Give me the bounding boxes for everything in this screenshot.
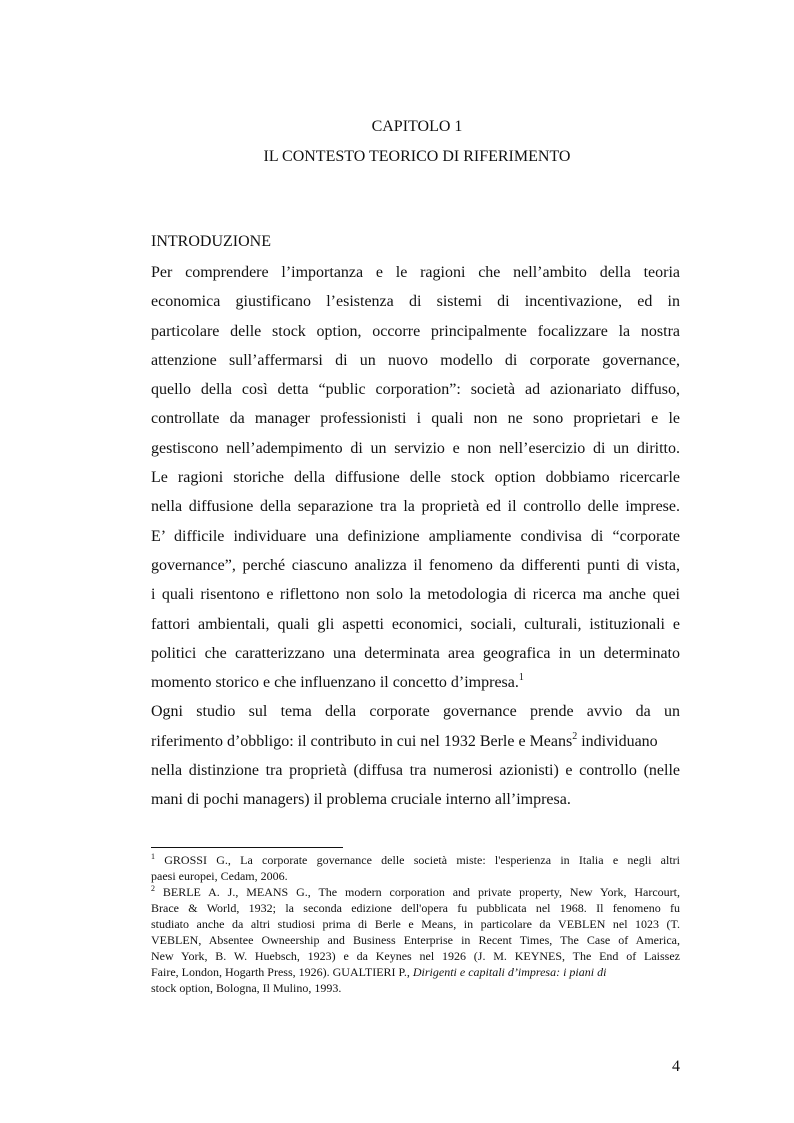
footnote-marker-2: 2 — [151, 884, 155, 893]
body-line: i quali risentono e riflettono non solo la metodologia di ricerca ma anche quei — [151, 586, 680, 604]
section-heading: INTRODUZIONE — [151, 233, 271, 250]
body-line: attenzione sull’affermarsi di un nuovo modello di corporate governance, — [151, 351, 680, 369]
chapter-title: IL CONTESTO TEORICO DI RIFERIMENTO — [263, 148, 571, 165]
chapter-number: CAPITOLO 1 — [371, 118, 463, 135]
footnote-reference-2[interactable]: 2 — [572, 730, 578, 742]
body-line: politici che caratterizzano una determinata area geografica in un determinato — [151, 644, 680, 662]
footnote-line: New York, B. W. Huebsch, 1923) e da Keynes nel 1926 (J. M. KEYNES, The End of Laissez — [151, 949, 680, 963]
body-text — [151, 258, 680, 815]
footnotes — [151, 852, 680, 996]
body-line: gestiscono nell’adempimento di un servizio e non nell’esercizio di un diritto. — [151, 439, 680, 457]
body-line: Le ragioni storiche della diffusione delle stock option dobbiamo ricercarle — [151, 469, 680, 487]
body-line: quello della così detta “public corporation”: società ad azionariato diffuso, — [151, 381, 680, 399]
body-line: Per comprendere l’importanza e le ragioni che nell’ambito della teoria — [151, 264, 680, 281]
footnote-line: VEBLEN, Absentee Owneership and Business Enterprise in Recent Times, The Case of America, — [151, 933, 680, 947]
body-line: economica giustificano l’esistenza di sistemi di incentivazione, ed in — [151, 293, 680, 311]
body-line — [151, 727, 680, 756]
body-line: particolare delle stock option, occorre principalmente focalizzare la nostra — [151, 322, 680, 340]
footnote-text: Faire, London, Hogarth Press, 1926). GUALTIERI P., — [151, 965, 413, 979]
body-line: Ogni studio sul tema della corporate governance prende avvio da un — [151, 703, 680, 721]
footnote-line: studiato anche da altri studiosi prima di Berle e Means, in particolare da VEBLEN nel 1023 (T. — [151, 917, 680, 931]
body-line: fattori ambientali, quali gli aspetti economici, sociali, culturali, istituzionali e — [151, 615, 680, 633]
footnote-line: paesi europei, Cedam, 2006. — [151, 869, 288, 883]
body-line: nella distinzione tra proprietà (diffusa tra numerosi azionisti) e controllo (nelle — [151, 762, 680, 780]
footnote-text: BERLE A. J., MEANS G., The modern corporation and private property, New York, Harcourt, — [155, 885, 680, 899]
footnote-text: GROSSI G., La corporate governance delle società miste: l'esperienza in Italia e negli altri — [155, 853, 680, 867]
footnote-reference-1[interactable]: 1 — [518, 672, 524, 684]
body-line: nella diffusione della separazione tra la proprietà ed il controllo delle imprese. — [151, 498, 680, 516]
footnote-line: stock option, Bologna, Il Mulino, 1993. — [151, 981, 342, 995]
footnote-line: Brace & World, 1932; la seconda edizione dell'opera fu pubblicata nel 1968. Il fenomeno fu — [151, 901, 680, 915]
body-line-text: riferimento d’obbligo: il contributo in cui nel 1932 Berle e Means — [151, 732, 573, 750]
footnote-book-title: Dirigenti e capitali d’impresa: i piani di — [412, 965, 607, 979]
body-line: E’ difficile individuare una definizione ampliamente condivisa di “corporate — [151, 527, 680, 545]
body-line: mani di pochi managers) il problema cruciale interno all’impresa. — [151, 791, 571, 809]
body-line: governance”, perché ciascuno analizza il fenomeno da differenti punti di vista, — [151, 556, 680, 574]
body-line-text: momento storico e che influenzano il concetto d’impresa. — [151, 674, 519, 692]
footnote-line — [151, 964, 680, 980]
page-number: 4 — [672, 1058, 680, 1075]
footnote-1 — [151, 852, 680, 868]
footnote-marker-1: 1 — [151, 852, 155, 861]
body-line: controllate da manager professionisti i quali non ne sono proprietari e le — [151, 410, 680, 428]
body-line-text: individuano — [577, 732, 658, 750]
footnote-2 — [151, 884, 680, 900]
footnote-divider — [151, 847, 343, 848]
body-line — [151, 668, 680, 697]
